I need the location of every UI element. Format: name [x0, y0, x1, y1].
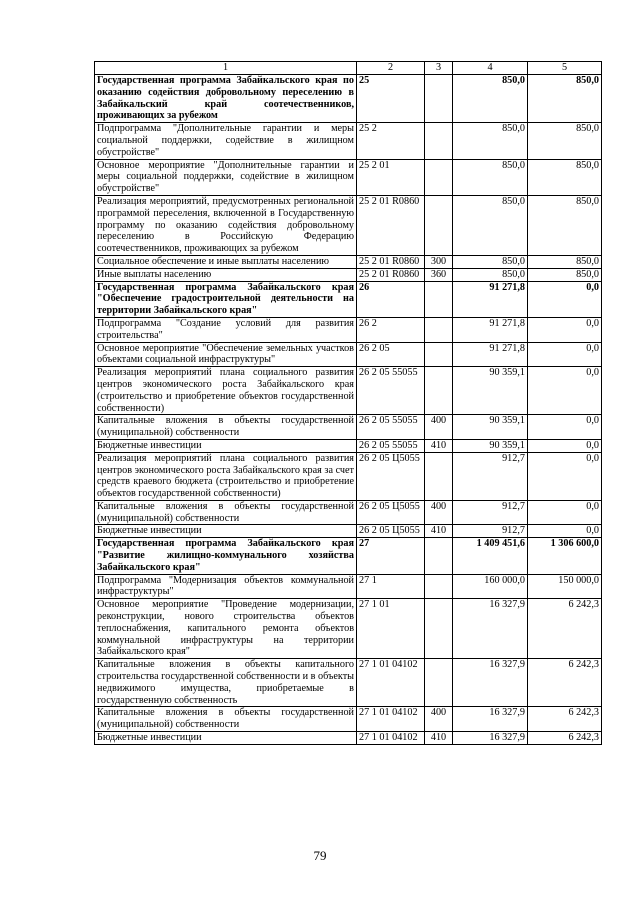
row-name-cell: Капитальные вложения в объекты государственной (муниципальной) собственности: [95, 707, 357, 732]
row-value-col4-cell: 912,7: [453, 500, 528, 525]
row-name-cell: Реализация мероприятий плана социального развития центров экономического роста Забайкальского края (строительство и приобретение объектов государственной собственности): [95, 367, 357, 415]
row-type-cell: 360: [425, 268, 453, 281]
row-name-cell: Подпрограмма "Создание условий для развития строительства": [95, 317, 357, 342]
row-name-cell: Социальное обеспечение и иные выплаты населению: [95, 255, 357, 268]
row-name-cell: Государственная программа Забайкальского края "Развитие жилищно-коммунального хозяйства Забайкальского края": [95, 538, 357, 574]
row-name-cell: Реализация мероприятий плана социального развития центров экономического роста Забайкальского края за счет средств краевого бюджета (строительство и приобретение объектов государственной собственности): [95, 452, 357, 500]
row-value-col5-cell: 6 242,3: [528, 599, 602, 659]
row-value-col4-cell: 850,0: [453, 255, 528, 268]
table-row: [95, 123, 602, 159]
row-value-col5-cell: 0,0: [528, 281, 602, 317]
table-row: [95, 342, 602, 367]
row-value-col4-cell: 912,7: [453, 452, 528, 500]
column-header: 2: [357, 62, 425, 75]
row-value-col4-cell: 1 409 451,6: [453, 538, 528, 574]
row-value-col5-cell: 850,0: [528, 195, 602, 255]
table-row: [95, 255, 602, 268]
table-row: [95, 268, 602, 281]
table-row: [95, 195, 602, 255]
row-type-cell: [425, 599, 453, 659]
row-value-col4-cell: 91 271,8: [453, 317, 528, 342]
row-value-col5-cell: 0,0: [528, 439, 602, 452]
column-header: 1: [95, 62, 357, 75]
row-code-cell: 26 2 05 55055: [357, 439, 425, 452]
row-value-col5-cell: 6 242,3: [528, 659, 602, 707]
row-name-cell: Капитальные вложения в объекты государственной (муниципальной) собственности: [95, 415, 357, 440]
row-code-cell: 27 1 01 04102: [357, 659, 425, 707]
row-value-col5-cell: 150 000,0: [528, 574, 602, 599]
row-value-col4-cell: 850,0: [453, 123, 528, 159]
row-value-col4-cell: 850,0: [453, 195, 528, 255]
row-code-cell: 27 1: [357, 574, 425, 599]
row-value-col5-cell: 0,0: [528, 342, 602, 367]
table-row: [95, 574, 602, 599]
row-type-cell: [425, 574, 453, 599]
column-header: 4: [453, 62, 528, 75]
row-type-cell: [425, 123, 453, 159]
row-value-col5-cell: 0,0: [528, 452, 602, 500]
row-value-col4-cell: 912,7: [453, 525, 528, 538]
row-name-cell: Основное мероприятие "Дополнительные гарантии и меры социальной поддержки, содействие в жилищном обустройстве": [95, 159, 357, 195]
row-code-cell: 25 2 01: [357, 159, 425, 195]
row-name-cell: Капитальные вложения в объекты государственной (муниципальной) собственности: [95, 500, 357, 525]
row-type-cell: 400: [425, 415, 453, 440]
row-value-col5-cell: 0,0: [528, 367, 602, 415]
row-name-cell: Реализация мероприятий, предусмотренных региональной программой переселения, включенной в Государственную программу по оказанию содействия добровольному переселению в Российскую Федерацию соотечественников, проживающих за рубежом: [95, 195, 357, 255]
row-type-cell: 400: [425, 707, 453, 732]
table-row: [95, 452, 602, 500]
row-value-col5-cell: 0,0: [528, 415, 602, 440]
row-type-cell: [425, 195, 453, 255]
row-type-cell: [425, 452, 453, 500]
row-value-col4-cell: 90 359,1: [453, 415, 528, 440]
row-value-col4-cell: 850,0: [453, 268, 528, 281]
row-type-cell: [425, 342, 453, 367]
row-value-col4-cell: 90 359,1: [453, 367, 528, 415]
column-header: 3: [425, 62, 453, 75]
row-value-col4-cell: 91 271,8: [453, 342, 528, 367]
row-type-cell: 410: [425, 439, 453, 452]
row-code-cell: 26 2: [357, 317, 425, 342]
row-code-cell: 27: [357, 538, 425, 574]
row-name-cell: Бюджетные инвестиции: [95, 439, 357, 452]
row-name-cell: Основное мероприятие "Обеспечение земельных участков объектами социальной инфраструктуры": [95, 342, 357, 367]
page-number: 79: [313, 848, 327, 863]
row-name-cell: Капитальные вложения в объекты капитального строительства государственной собственности и в объекты недвижимого имущества, приобретаемые в государственную собственность: [95, 659, 357, 707]
budget-table-body: [95, 62, 602, 745]
table-row: [95, 159, 602, 195]
row-code-cell: 25 2: [357, 123, 425, 159]
row-code-cell: 26 2 05 55055: [357, 367, 425, 415]
row-type-cell: [425, 159, 453, 195]
row-value-col4-cell: 90 359,1: [453, 439, 528, 452]
row-type-cell: [425, 75, 453, 123]
table-row: [95, 75, 602, 123]
row-value-col5-cell: 850,0: [528, 123, 602, 159]
row-code-cell: 26 2 05 55055: [357, 415, 425, 440]
row-code-cell: 25: [357, 75, 425, 123]
row-name-cell: Бюджетные инвестиции: [95, 525, 357, 538]
row-value-col5-cell: 0,0: [528, 525, 602, 538]
row-type-cell: [425, 281, 453, 317]
row-code-cell: 25 2 01 R0860: [357, 255, 425, 268]
row-name-cell: Основное мероприятие "Проведение модернизации, реконструкции, нового строительства объектов теплоснабжения, капитального ремонта объектов коммунальной инфраструктуры на территории Забайкальского края": [95, 599, 357, 659]
table-row: [95, 732, 602, 745]
row-type-cell: 410: [425, 732, 453, 745]
row-code-cell: 25 2 01 R0860: [357, 268, 425, 281]
row-name-cell: Государственная программа Забайкальского края по оказанию содействия добровольному переселению в Забайкальский край соотечественников, проживающих за рубежом: [95, 75, 357, 123]
row-code-cell: 27 1 01 04102: [357, 732, 425, 745]
row-value-col4-cell: 16 327,9: [453, 707, 528, 732]
row-value-col5-cell: 6 242,3: [528, 707, 602, 732]
row-value-col4-cell: 16 327,9: [453, 732, 528, 745]
table-row: [95, 500, 602, 525]
row-type-cell: [425, 317, 453, 342]
row-name-cell: Подпрограмма "Дополнительные гарантии и меры социальной поддержки, содействие в жилищном обустройстве": [95, 123, 357, 159]
row-code-cell: 26 2 05 Ц5055: [357, 452, 425, 500]
row-type-cell: 410: [425, 525, 453, 538]
row-value-col4-cell: 850,0: [453, 159, 528, 195]
row-type-cell: [425, 659, 453, 707]
row-type-cell: [425, 538, 453, 574]
table-row: [95, 415, 602, 440]
row-value-col5-cell: 850,0: [528, 159, 602, 195]
row-name-cell: Бюджетные инвестиции: [95, 732, 357, 745]
row-value-col5-cell: 850,0: [528, 255, 602, 268]
row-value-col5-cell: 850,0: [528, 75, 602, 123]
row-value-col4-cell: 850,0: [453, 75, 528, 123]
row-value-col5-cell: 0,0: [528, 500, 602, 525]
row-code-cell: 25 2 01 R0860: [357, 195, 425, 255]
row-name-cell: Государственная программа Забайкальского края "Обеспечение градостроительной деятельности на территории Забайкальского края": [95, 281, 357, 317]
row-value-col5-cell: 850,0: [528, 268, 602, 281]
table-row: [95, 281, 602, 317]
table-row: [95, 367, 602, 415]
row-type-cell: [425, 367, 453, 415]
row-value-col4-cell: 160 000,0: [453, 574, 528, 599]
row-value-col5-cell: 6 242,3: [528, 732, 602, 745]
row-code-cell: 27 1 01: [357, 599, 425, 659]
row-code-cell: 26 2 05 Ц5055: [357, 500, 425, 525]
row-type-cell: 400: [425, 500, 453, 525]
row-code-cell: 26: [357, 281, 425, 317]
column-header: 5: [528, 62, 602, 75]
budget-table: [94, 61, 602, 745]
row-type-cell: 300: [425, 255, 453, 268]
table-row: [95, 439, 602, 452]
row-value-col4-cell: 16 327,9: [453, 659, 528, 707]
row-value-col5-cell: 0,0: [528, 317, 602, 342]
table-row: [95, 538, 602, 574]
row-name-cell: Подпрограмма "Модернизация объектов коммунальной инфраструктуры": [95, 574, 357, 599]
table-row: [95, 659, 602, 707]
row-code-cell: 27 1 01 04102: [357, 707, 425, 732]
table-header-row: [95, 62, 602, 75]
row-value-col5-cell: 1 306 600,0: [528, 538, 602, 574]
table-row: [95, 525, 602, 538]
row-name-cell: Иные выплаты населению: [95, 268, 357, 281]
table-row: [95, 707, 602, 732]
row-value-col4-cell: 16 327,9: [453, 599, 528, 659]
table-row: [95, 317, 602, 342]
row-code-cell: 26 2 05 Ц5055: [357, 525, 425, 538]
table-row: [95, 599, 602, 659]
row-code-cell: 26 2 05: [357, 342, 425, 367]
row-value-col4-cell: 91 271,8: [453, 281, 528, 317]
